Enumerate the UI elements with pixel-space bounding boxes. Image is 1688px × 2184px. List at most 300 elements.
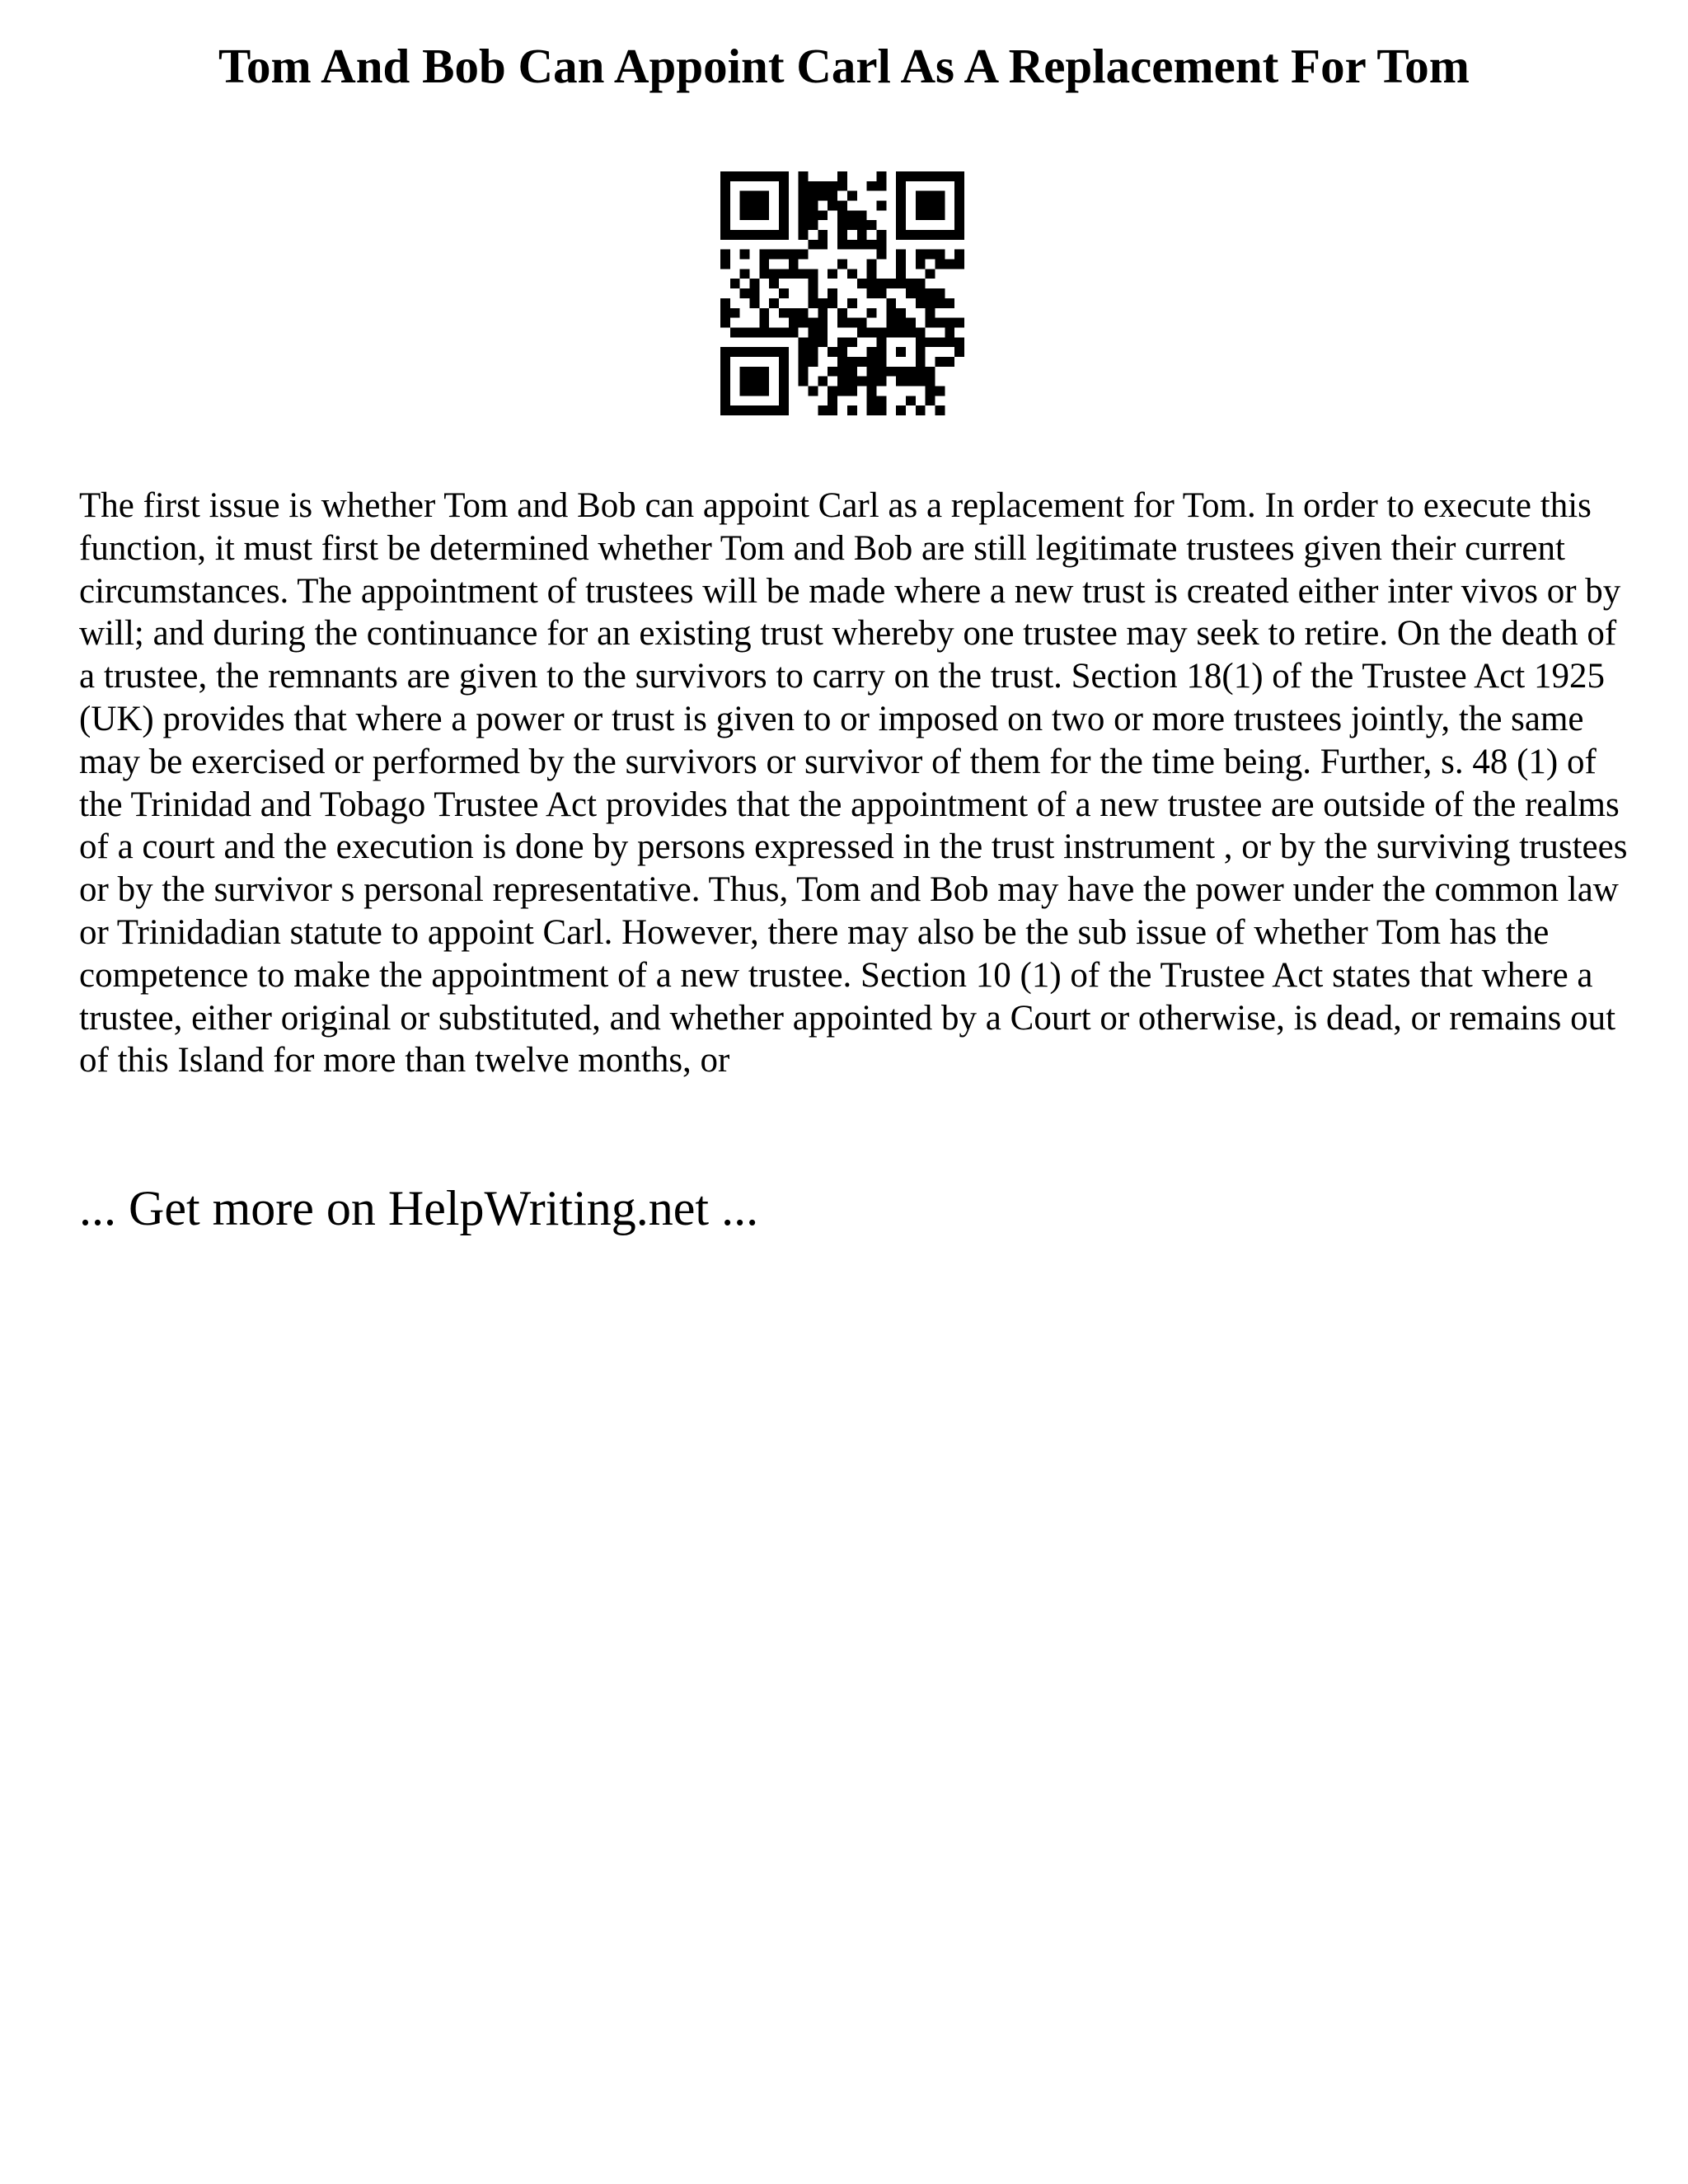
qr-module bbox=[769, 269, 779, 279]
qr-module bbox=[916, 288, 926, 298]
qr-module bbox=[818, 191, 828, 201]
qr-module bbox=[720, 260, 730, 269]
qr-module bbox=[916, 201, 926, 211]
qr-module bbox=[750, 405, 760, 415]
qr-module bbox=[847, 210, 857, 220]
qr-module bbox=[759, 386, 769, 396]
qr-module bbox=[935, 318, 945, 328]
qr-module bbox=[809, 288, 818, 298]
qr-module bbox=[916, 210, 926, 220]
qr-module bbox=[837, 181, 847, 191]
qr-module bbox=[779, 347, 789, 357]
qr-module bbox=[720, 191, 730, 201]
qr-module bbox=[750, 298, 760, 308]
qr-module bbox=[809, 191, 818, 201]
qr-module bbox=[828, 405, 837, 415]
qr-module bbox=[740, 191, 750, 201]
qr-module bbox=[818, 318, 828, 328]
qr-module bbox=[759, 250, 769, 260]
qr-module bbox=[720, 347, 730, 357]
qr-module bbox=[896, 269, 906, 279]
qr-module bbox=[740, 327, 750, 337]
qr-module bbox=[759, 171, 769, 181]
qr-module bbox=[799, 357, 809, 367]
qr-module bbox=[837, 201, 847, 211]
qr-module bbox=[837, 260, 847, 269]
qr-module bbox=[954, 250, 964, 260]
qr-module bbox=[916, 191, 926, 201]
qr-module bbox=[809, 279, 818, 288]
qr-module bbox=[906, 396, 916, 405]
qr-module bbox=[779, 269, 789, 279]
qr-module bbox=[896, 308, 906, 318]
qr-module bbox=[906, 288, 916, 298]
qr-module bbox=[750, 279, 760, 288]
qr-module bbox=[954, 171, 964, 181]
qr-module bbox=[906, 318, 916, 328]
qr-module bbox=[809, 337, 818, 347]
qr-module bbox=[789, 260, 799, 269]
qr-module bbox=[926, 230, 935, 240]
qr-module bbox=[720, 210, 730, 220]
qr-module bbox=[926, 377, 935, 387]
qr-module bbox=[926, 318, 935, 328]
qr-module bbox=[740, 171, 750, 181]
qr-module bbox=[730, 405, 740, 415]
qr-module bbox=[740, 210, 750, 220]
qr-module bbox=[769, 298, 779, 308]
qr-module bbox=[809, 201, 818, 211]
qr-module bbox=[867, 377, 877, 387]
qr-module bbox=[809, 386, 818, 396]
qr-module bbox=[720, 220, 730, 230]
qr-module bbox=[779, 191, 789, 201]
qr-module bbox=[837, 171, 847, 181]
qr-module bbox=[750, 377, 760, 387]
qr-module bbox=[857, 220, 867, 230]
qr-module bbox=[876, 171, 886, 181]
qr-module bbox=[818, 337, 828, 347]
qr-module bbox=[867, 367, 877, 377]
qr-module bbox=[935, 171, 945, 181]
qr-module bbox=[799, 337, 809, 347]
qr-module bbox=[837, 318, 847, 328]
qr-module bbox=[799, 318, 809, 328]
qr-module bbox=[818, 327, 828, 337]
qr-module bbox=[876, 357, 886, 367]
qr-module bbox=[730, 279, 740, 288]
qr-module bbox=[916, 260, 926, 269]
qr-module bbox=[876, 288, 886, 298]
qr-module bbox=[876, 377, 886, 387]
qr-module bbox=[916, 279, 926, 288]
qr-module bbox=[779, 327, 789, 337]
qr-module bbox=[906, 279, 916, 288]
qr-module bbox=[867, 357, 877, 367]
qr-module bbox=[759, 230, 769, 240]
qr-module bbox=[789, 269, 799, 279]
qr-module bbox=[857, 210, 867, 220]
qr-module bbox=[945, 171, 954, 181]
qr-module bbox=[759, 318, 769, 328]
qr-module bbox=[857, 327, 867, 337]
qr-module bbox=[720, 405, 730, 415]
qr-module bbox=[926, 396, 935, 405]
qr-module bbox=[799, 201, 809, 211]
qr-module bbox=[916, 377, 926, 387]
qr-module bbox=[779, 396, 789, 405]
qr-module bbox=[769, 347, 779, 357]
qr-module bbox=[954, 181, 964, 191]
qr-module bbox=[799, 181, 809, 191]
qr-module bbox=[818, 377, 828, 387]
qr-module bbox=[740, 405, 750, 415]
qr-module bbox=[720, 367, 730, 377]
qr-module bbox=[896, 230, 906, 240]
qr-module bbox=[799, 230, 809, 240]
qr-module bbox=[847, 367, 857, 377]
qr-module bbox=[857, 318, 867, 328]
qr-module bbox=[935, 201, 945, 211]
qr-module bbox=[847, 298, 857, 308]
qr-module bbox=[799, 347, 809, 357]
qr-module bbox=[837, 367, 847, 377]
qr-module bbox=[916, 327, 926, 337]
qr-module bbox=[750, 171, 760, 181]
qr-module bbox=[818, 181, 828, 191]
qr-module bbox=[750, 210, 760, 220]
qr-module bbox=[720, 308, 730, 318]
qr-module bbox=[945, 230, 954, 240]
qr-module bbox=[926, 210, 935, 220]
qr-module bbox=[720, 171, 730, 181]
qr-module bbox=[867, 279, 877, 288]
qr-module bbox=[896, 377, 906, 387]
qr-module bbox=[837, 357, 847, 367]
qr-module bbox=[876, 201, 886, 211]
qr-module bbox=[730, 308, 740, 318]
qr-module bbox=[809, 240, 818, 250]
qr-module bbox=[916, 337, 926, 347]
qr-module bbox=[809, 298, 818, 308]
qr-module bbox=[867, 181, 877, 191]
qr-module bbox=[799, 269, 809, 279]
qr-module bbox=[867, 396, 877, 405]
qr-module bbox=[750, 288, 760, 298]
qr-module bbox=[906, 230, 916, 240]
qr-module bbox=[720, 201, 730, 211]
qr-module bbox=[847, 318, 857, 328]
qr-module bbox=[779, 250, 789, 260]
qr-module bbox=[828, 201, 837, 211]
qr-module bbox=[759, 367, 769, 377]
qr-module bbox=[759, 377, 769, 387]
qr-module bbox=[945, 318, 954, 328]
qr-module bbox=[916, 405, 926, 415]
qr-module bbox=[926, 171, 935, 181]
qr-module bbox=[867, 240, 877, 250]
qr-module bbox=[926, 298, 935, 308]
qr-module bbox=[916, 230, 926, 240]
qr-module bbox=[769, 171, 779, 181]
qr-module bbox=[759, 210, 769, 220]
qr-module bbox=[896, 201, 906, 211]
qr-module bbox=[954, 201, 964, 211]
qr-module bbox=[759, 201, 769, 211]
qr-module bbox=[954, 220, 964, 230]
qr-module bbox=[740, 386, 750, 396]
qr-module bbox=[896, 210, 906, 220]
qr-module bbox=[809, 327, 818, 337]
qr-module bbox=[730, 327, 740, 337]
qr-module bbox=[954, 230, 964, 240]
qr-module bbox=[799, 367, 809, 377]
qr-module bbox=[837, 210, 847, 220]
qr-module bbox=[876, 405, 886, 415]
qr-module bbox=[837, 377, 847, 387]
qr-module bbox=[779, 405, 789, 415]
qr-module bbox=[876, 181, 886, 191]
qr-module bbox=[867, 386, 877, 396]
qr-module bbox=[935, 191, 945, 201]
qr-module bbox=[945, 298, 954, 308]
qr-module bbox=[896, 191, 906, 201]
qr-module bbox=[799, 210, 809, 220]
qr-module bbox=[837, 230, 847, 240]
qr-module bbox=[926, 308, 935, 318]
qr-module bbox=[896, 171, 906, 181]
qr-module bbox=[916, 347, 926, 357]
qr-module bbox=[906, 171, 916, 181]
qr-module bbox=[730, 171, 740, 181]
qr-module bbox=[720, 250, 730, 260]
qr-module bbox=[818, 240, 828, 250]
qr-module bbox=[935, 230, 945, 240]
qr-module bbox=[740, 250, 750, 260]
qr-module bbox=[876, 347, 886, 357]
qr-module bbox=[799, 250, 809, 260]
qr-module bbox=[867, 327, 877, 337]
qr-module bbox=[789, 308, 799, 318]
qr-module bbox=[779, 288, 789, 298]
qr-module bbox=[896, 347, 906, 357]
qr-module bbox=[809, 181, 818, 191]
qr-module bbox=[720, 377, 730, 387]
qr-module bbox=[809, 318, 818, 328]
qr-module bbox=[828, 269, 837, 279]
qr-module bbox=[876, 396, 886, 405]
qr-module bbox=[886, 279, 896, 288]
qr-module bbox=[720, 318, 730, 328]
qr-module bbox=[828, 396, 837, 405]
qr-module bbox=[857, 279, 867, 288]
qr-module bbox=[935, 386, 945, 396]
qr-module bbox=[730, 347, 740, 357]
qr-module bbox=[799, 308, 809, 318]
qr-module bbox=[886, 318, 896, 328]
qr-module bbox=[809, 357, 818, 367]
qr-module bbox=[809, 220, 818, 230]
qr-module bbox=[886, 298, 896, 308]
qr-module bbox=[916, 357, 926, 367]
qr-module bbox=[847, 191, 857, 201]
qr-module bbox=[769, 405, 779, 415]
qr-module bbox=[759, 347, 769, 357]
qr-module bbox=[886, 367, 896, 377]
qr-module bbox=[926, 201, 935, 211]
qr-module bbox=[828, 191, 837, 201]
qr-module bbox=[779, 220, 789, 230]
qr-module bbox=[799, 171, 809, 181]
qr-module bbox=[926, 367, 935, 377]
qr-module bbox=[876, 367, 886, 377]
qr-module bbox=[779, 377, 789, 387]
qr-module bbox=[886, 308, 896, 318]
qr-module bbox=[857, 357, 867, 367]
qr-module bbox=[926, 269, 935, 279]
qr-module bbox=[954, 318, 964, 328]
qr-module bbox=[769, 327, 779, 337]
qr-module bbox=[750, 201, 760, 211]
qr-module bbox=[837, 240, 847, 250]
qr-module bbox=[906, 367, 916, 377]
qr-module bbox=[740, 367, 750, 377]
qr-module bbox=[837, 308, 847, 318]
qr-module bbox=[720, 386, 730, 396]
qr-module bbox=[954, 347, 964, 357]
qr-module bbox=[720, 396, 730, 405]
qr-module bbox=[847, 386, 857, 396]
qr-module bbox=[759, 327, 769, 337]
qr-module bbox=[847, 220, 857, 230]
qr-module bbox=[954, 191, 964, 201]
qr-module bbox=[818, 308, 828, 318]
qr-module bbox=[876, 230, 886, 240]
qr-module bbox=[896, 367, 906, 377]
qr-module bbox=[759, 191, 769, 201]
qr-module bbox=[818, 230, 828, 240]
qr-module bbox=[809, 347, 818, 357]
qr-module bbox=[779, 308, 789, 318]
qr-module bbox=[945, 357, 954, 367]
qr-module bbox=[779, 201, 789, 211]
qr-module bbox=[896, 405, 906, 415]
qr-module bbox=[740, 347, 750, 357]
qr-module bbox=[740, 377, 750, 387]
qr-module bbox=[896, 181, 906, 191]
qr-module bbox=[857, 377, 867, 387]
qr-module bbox=[720, 181, 730, 191]
qr-module bbox=[906, 377, 916, 387]
qr-module bbox=[799, 220, 809, 230]
qr-module bbox=[896, 250, 906, 260]
qr-module bbox=[750, 230, 760, 240]
qr-module bbox=[906, 327, 916, 337]
qr-module bbox=[730, 230, 740, 240]
qr-module bbox=[779, 357, 789, 367]
qr-module bbox=[799, 191, 809, 201]
body-paragraph: The first issue is whether Tom and Bob can appoint Carl as a replacement for Tom. In order to execute this function, it must first be determined whether Tom and Bob are still legitimate trustees given their current circumstances. The appointment of trustees will be made where a new trust is created either inter vivos or by will; and during the continuance for an existing trust whereby one trustee may seek to retire. On the death of a trustee, the remnants are given to the survivors to carry on the trust. Section 18(1) of the Trustee Act 1925 (UK) provides that where a power or trust is given to or imposed on two or more trustees jointly, the same may be exercised or performed by the survivors or survivor of them for the time being. Further, s. 48 (1) of the Trinidad and Tobago Trustee Act provides that the appointment of a new trustee are outside of the realms of a court and the execution is done by persons expressed in the trust instrument , or by the surviving trustees or by the survivor s personal representative. Thus, Tom and Bob may have the power under the common law or Trinidadian statute to appoint Carl. However, there may also be the sub issue of whether Tom has the competence to make the appointment of a new trustee. Section 10 (1) of the Trustee Act states that where a trustee, either original or substituted, and whether appointed by a Court or otherwise, is dead, or remains out of this Island for more than twelve months, or bbox=[79, 486, 1628, 1080]
qr-module bbox=[876, 337, 886, 347]
qr-module bbox=[828, 386, 837, 396]
qr-module bbox=[828, 347, 837, 357]
qr-module bbox=[818, 405, 828, 415]
qr-module bbox=[857, 230, 867, 240]
qr-module bbox=[935, 298, 945, 308]
qr-module bbox=[828, 367, 837, 377]
qr-module bbox=[935, 405, 945, 415]
qr-module bbox=[867, 308, 877, 318]
qr-module bbox=[837, 220, 847, 230]
qr-module bbox=[837, 337, 847, 347]
qr-module bbox=[876, 279, 886, 288]
qr-module bbox=[740, 230, 750, 240]
qr-module bbox=[954, 337, 964, 347]
qr-module bbox=[720, 357, 730, 367]
qr-module bbox=[779, 386, 789, 396]
qr-module bbox=[926, 386, 935, 396]
qr-module bbox=[750, 367, 760, 377]
qr-module bbox=[876, 327, 886, 337]
qr-module bbox=[916, 171, 926, 181]
qr-module bbox=[935, 357, 945, 367]
qr-module bbox=[740, 201, 750, 211]
qr-module bbox=[847, 405, 857, 415]
qr-module bbox=[876, 250, 886, 260]
qr-module bbox=[954, 210, 964, 220]
qr-module bbox=[799, 377, 809, 387]
qr-module bbox=[926, 191, 935, 201]
get-more-link[interactable]: ... Get more on HelpWriting.net ... bbox=[79, 1181, 759, 1235]
qr-module bbox=[828, 288, 837, 298]
qr-module bbox=[818, 210, 828, 220]
qr-module bbox=[896, 260, 906, 269]
qr-module bbox=[926, 250, 935, 260]
qr-module bbox=[720, 298, 730, 308]
qr-module bbox=[847, 357, 857, 367]
qr-module bbox=[837, 347, 847, 357]
qr-module bbox=[945, 327, 954, 337]
qr-module bbox=[750, 386, 760, 396]
qr-module bbox=[740, 288, 750, 298]
qr-module bbox=[867, 269, 877, 279]
qr-module bbox=[876, 240, 886, 250]
qr-module bbox=[779, 171, 789, 181]
qr-module bbox=[750, 191, 760, 201]
qr-module bbox=[896, 327, 906, 337]
qr-module bbox=[896, 318, 906, 328]
qr-module bbox=[750, 327, 760, 337]
qr-module bbox=[896, 220, 906, 230]
qr-module bbox=[779, 181, 789, 191]
qr-module bbox=[809, 269, 818, 279]
page-title: Tom And Bob Can Appoint Carl As A Replacement For Tom bbox=[218, 39, 1470, 93]
qr-module bbox=[945, 260, 954, 269]
qr-module bbox=[779, 210, 789, 220]
qr-module bbox=[935, 288, 945, 298]
qr-module bbox=[769, 250, 779, 260]
qr-module bbox=[857, 240, 867, 250]
qr-module bbox=[954, 260, 964, 269]
qr-module bbox=[789, 250, 799, 260]
qr-module bbox=[759, 269, 769, 279]
qr-module bbox=[916, 250, 926, 260]
qr-module bbox=[789, 327, 799, 337]
qr-module bbox=[867, 347, 877, 357]
qr-module bbox=[847, 337, 857, 347]
qr-code-icon bbox=[720, 171, 964, 415]
qr-module bbox=[867, 260, 877, 269]
